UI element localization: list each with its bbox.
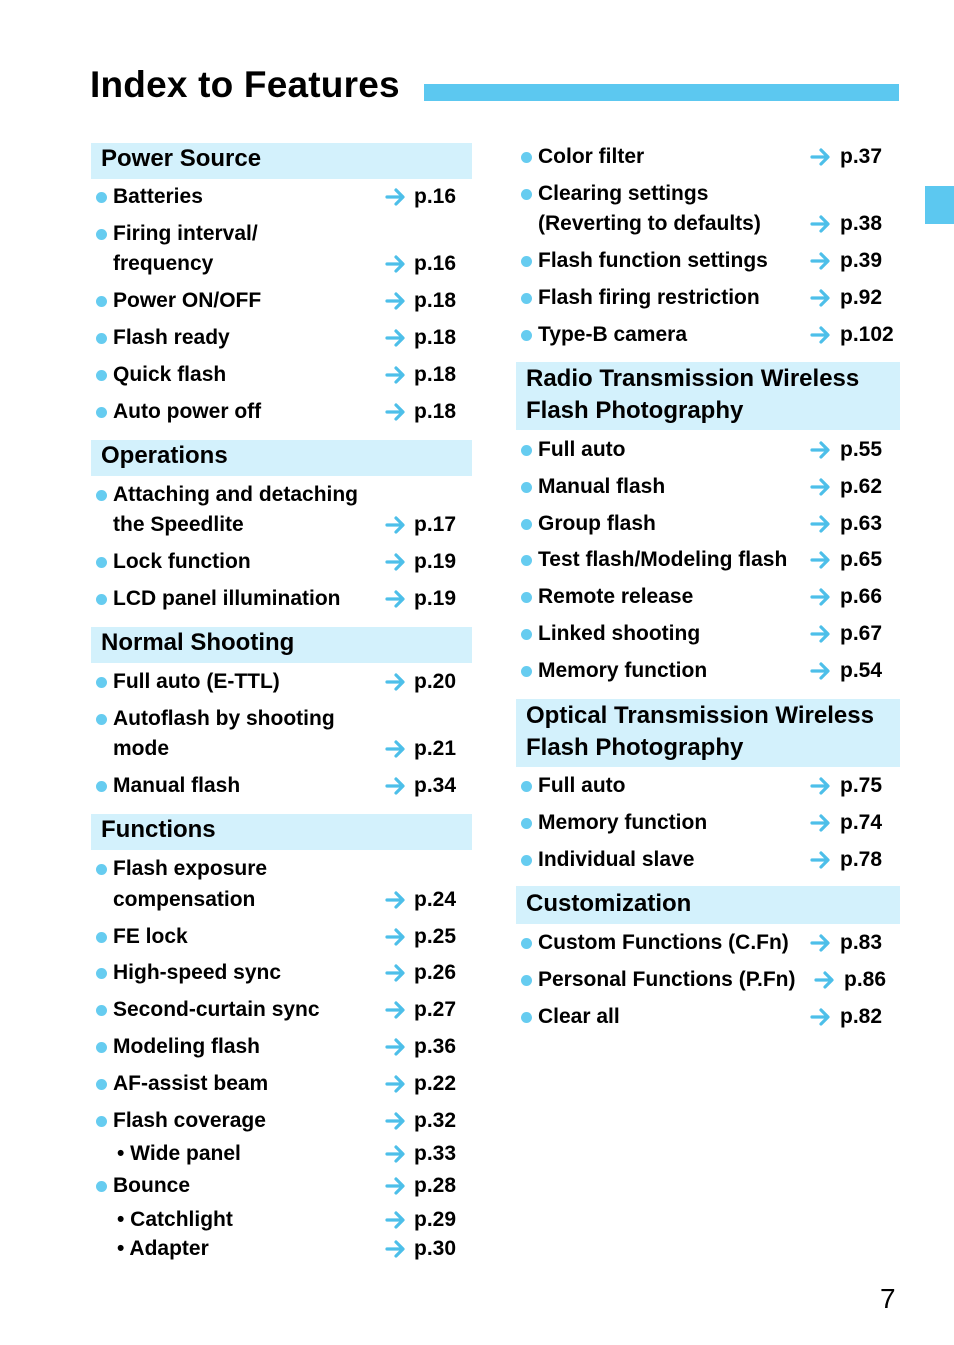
page-reference[interactable]: p.32 <box>414 1109 457 1132</box>
entry-label: AF-assist beam <box>113 1072 269 1095</box>
arrow-right-icon <box>385 771 407 801</box>
page-reference[interactable]: p.37 <box>840 145 883 168</box>
section-header-operations: Operations <box>91 440 472 476</box>
page-reference[interactable]: p.78 <box>840 848 883 871</box>
entry-label: Clearing settings <box>538 182 709 205</box>
arrow-right-icon <box>810 656 832 686</box>
page-reference[interactable]: p.86 <box>844 968 887 991</box>
entry-label: Autoflash by shooting <box>113 707 335 730</box>
section-header-power-source: Power Source <box>91 143 472 179</box>
arrow-right-icon <box>385 1139 407 1169</box>
arrow-right-icon <box>385 922 407 952</box>
arrow-right-icon <box>385 547 407 577</box>
page-reference[interactable]: p.27 <box>414 998 457 1021</box>
section-header-customization: Customization <box>516 886 900 924</box>
entry-label: LCD panel illumination <box>113 587 341 610</box>
entry-label: FE lock <box>113 925 188 948</box>
bullet-icon <box>521 1012 532 1023</box>
bullet-icon <box>521 781 532 792</box>
bullet-icon <box>521 519 532 530</box>
page-reference[interactable]: p.74 <box>840 811 883 834</box>
page-reference[interactable]: p.62 <box>840 475 883 498</box>
entry-label: Memory function <box>538 811 708 834</box>
arrow-right-icon <box>385 286 407 316</box>
bullet-icon <box>521 666 532 677</box>
entry-label: Color filter <box>538 145 645 168</box>
bullet-icon <box>521 293 532 304</box>
entry-label: the Speedlite <box>113 513 244 536</box>
arrow-right-icon <box>385 885 407 915</box>
arrow-right-icon <box>810 928 832 958</box>
entry-label: Full auto <box>538 438 626 461</box>
page-reference[interactable]: p.83 <box>840 931 883 954</box>
page-reference[interactable]: p.55 <box>840 438 883 461</box>
page-reference[interactable]: p.18 <box>414 363 457 386</box>
section-header-radio-wireless <box>516 362 900 430</box>
entry-label: Second-curtain sync <box>113 998 320 1021</box>
arrow-right-icon <box>385 667 407 697</box>
bullet-icon <box>521 938 532 949</box>
page-reference[interactable]: p.75 <box>840 774 883 797</box>
arrow-right-icon <box>810 845 832 875</box>
bullet-icon <box>96 1079 107 1090</box>
page-reference[interactable]: p.54 <box>840 659 883 682</box>
page-title: Index to Features <box>90 64 400 105</box>
section-header-line: Optical Transmission Wireless <box>526 702 874 729</box>
entry-label: (Reverting to defaults) <box>538 212 761 235</box>
bullet-icon <box>96 968 107 979</box>
bullet-icon <box>96 370 107 381</box>
entry-label: Linked shooting <box>538 622 701 645</box>
entry-label: Test flash/Modeling flash <box>538 548 788 571</box>
page-reference[interactable]: p.63 <box>840 512 883 535</box>
arrow-right-icon <box>385 1032 407 1062</box>
bullet-icon <box>96 932 107 943</box>
page-reference[interactable]: p.19 <box>414 587 457 610</box>
bullet-icon <box>96 1042 107 1053</box>
arrow-right-icon <box>385 182 407 212</box>
entry-label: Manual flash <box>113 774 241 797</box>
page-reference[interactable]: p.102 <box>840 323 894 346</box>
section-header-line: Radio Transmission Wireless <box>526 365 860 392</box>
bullet-icon <box>96 557 107 568</box>
entry-label: Lock function <box>113 550 251 573</box>
bullet-icon <box>96 594 107 605</box>
arrow-right-icon <box>385 958 407 988</box>
page-reference[interactable]: p.21 <box>414 737 457 760</box>
arrow-right-icon <box>385 1069 407 1099</box>
arrow-right-icon <box>810 1002 832 1032</box>
entry-label: • Adapter <box>117 1237 209 1260</box>
arrow-right-icon <box>810 209 832 239</box>
entry-label: Custom Functions (C.Fn) <box>538 931 789 954</box>
entry-label: compensation <box>113 888 256 911</box>
bullet-icon <box>96 192 107 203</box>
section-header-line: Flash Photography <box>526 397 744 424</box>
page-reference[interactable]: p.36 <box>414 1035 457 1058</box>
entry-label: Personal Functions (P.Fn) <box>538 968 796 991</box>
page-reference[interactable]: p.82 <box>840 1005 883 1028</box>
entry-label: • Catchlight <box>117 1208 233 1231</box>
arrow-right-icon <box>810 582 832 612</box>
bullet-icon <box>521 975 532 986</box>
entry-label: frequency <box>113 252 214 275</box>
entry-label: Clear all <box>538 1005 620 1028</box>
page-reference[interactable]: p.16 <box>414 185 457 208</box>
page-reference[interactable]: p.17 <box>414 513 457 536</box>
entry-label: Firing interval/ <box>113 222 258 245</box>
entry-label: Individual slave <box>538 848 695 871</box>
page-reference[interactable]: p.33 <box>414 1142 457 1165</box>
bullet-icon <box>96 407 107 418</box>
entry-label: Flash ready <box>113 326 230 349</box>
arrow-right-icon <box>385 249 407 279</box>
page-reference[interactable]: p.66 <box>840 585 883 608</box>
entry-label: Memory function <box>538 659 708 682</box>
arrow-right-icon <box>385 323 407 353</box>
entry-label: Flash exposure <box>113 857 268 880</box>
section-header-optical-wireless <box>516 699 900 767</box>
entry-label: Full auto (E-TTL) <box>113 670 280 693</box>
page-reference[interactable]: p.25 <box>414 925 457 948</box>
page-reference[interactable]: p.18 <box>414 326 457 349</box>
arrow-right-icon <box>810 472 832 502</box>
bullet-icon <box>96 864 107 875</box>
arrow-right-icon <box>385 734 407 764</box>
arrow-right-icon <box>810 320 832 350</box>
bullet-icon <box>96 229 107 240</box>
bullet-icon <box>521 629 532 640</box>
page-reference[interactable]: p.16 <box>414 252 457 275</box>
page-reference[interactable]: p.38 <box>840 212 883 235</box>
bullet-icon <box>521 189 532 200</box>
page-reference[interactable]: p.22 <box>414 1072 457 1095</box>
bullet-icon <box>521 555 532 566</box>
thumb-index-tab <box>925 186 954 224</box>
section-header-normal-shooting: Normal Shooting <box>91 627 472 663</box>
bullet-icon <box>521 482 532 493</box>
page-reference[interactable]: p.19 <box>414 550 457 573</box>
page-reference[interactable]: p.67 <box>840 622 883 645</box>
bullet-icon <box>521 592 532 603</box>
page-reference[interactable]: p.26 <box>414 961 457 984</box>
title-accent-bar <box>424 84 899 101</box>
entry-label: Full auto <box>538 774 626 797</box>
entry-label: Batteries <box>113 185 203 208</box>
entry-label: Group flash <box>538 512 656 535</box>
arrow-right-icon <box>385 510 407 540</box>
page-reference[interactable]: p.30 <box>414 1237 457 1260</box>
arrow-right-icon <box>810 509 832 539</box>
bullet-icon <box>96 490 107 501</box>
page-reference[interactable]: p.39 <box>840 249 883 272</box>
arrow-right-icon <box>810 771 832 801</box>
entry-label: mode <box>113 737 170 760</box>
arrow-right-icon <box>385 1205 407 1235</box>
entry-label: Attaching and detaching <box>113 483 359 506</box>
bullet-icon <box>521 855 532 866</box>
bullet-icon <box>96 296 107 307</box>
arrow-right-icon <box>814 965 836 995</box>
arrow-right-icon <box>385 995 407 1025</box>
section-header-line: Flash Photography <box>526 734 744 761</box>
arrow-right-icon <box>810 142 832 172</box>
entry-label: Flash function settings <box>538 249 768 272</box>
arrow-right-icon <box>385 584 407 614</box>
bullet-icon <box>521 152 532 163</box>
page-reference[interactable]: p.24 <box>414 888 457 911</box>
arrow-right-icon <box>810 545 832 575</box>
page-reference[interactable]: p.34 <box>414 774 457 797</box>
page-reference[interactable]: p.18 <box>414 400 457 423</box>
bullet-icon <box>96 714 107 725</box>
page-number: 7 <box>880 1283 896 1314</box>
arrow-right-icon <box>810 246 832 276</box>
entry-label: • Wide panel <box>117 1142 241 1165</box>
page-reference[interactable]: p.29 <box>414 1208 457 1231</box>
entry-label: Remote release <box>538 585 694 608</box>
bullet-icon <box>96 1005 107 1016</box>
bullet-icon <box>96 1116 107 1127</box>
bullet-icon <box>521 330 532 341</box>
bullet-icon <box>521 445 532 456</box>
bullet-icon <box>96 333 107 344</box>
arrow-right-icon <box>385 1234 407 1264</box>
entry-label: High-speed sync <box>113 961 282 984</box>
bullet-icon <box>96 677 107 688</box>
page-reference[interactable]: p.92 <box>840 286 883 309</box>
entry-label: Modeling flash <box>113 1035 260 1058</box>
arrow-right-icon <box>810 619 832 649</box>
entry-label: Quick flash <box>113 363 227 386</box>
entry-label: Flash firing restriction <box>538 286 760 309</box>
page-reference[interactable]: p.28 <box>414 1174 457 1197</box>
section-header-functions: Functions <box>91 814 472 850</box>
entry-label: Power ON/OFF <box>113 289 262 312</box>
arrow-right-icon <box>810 283 832 313</box>
bullet-icon <box>521 818 532 829</box>
entry-label: Manual flash <box>538 475 666 498</box>
bullet-icon <box>96 781 107 792</box>
arrow-right-icon <box>385 360 407 390</box>
page-reference[interactable]: p.18 <box>414 289 457 312</box>
bullet-icon <box>96 1181 107 1192</box>
entry-label: Type-B camera <box>538 323 688 346</box>
arrow-right-icon <box>385 1171 407 1201</box>
entry-label: Flash coverage <box>113 1109 266 1132</box>
arrow-right-icon <box>385 397 407 427</box>
arrow-right-icon <box>385 1106 407 1136</box>
page-reference[interactable]: p.20 <box>414 670 457 693</box>
arrow-right-icon <box>810 435 832 465</box>
arrow-right-icon <box>810 808 832 838</box>
entry-label: Bounce <box>113 1174 191 1197</box>
entry-label: Auto power off <box>113 400 262 423</box>
bullet-icon <box>521 256 532 267</box>
page-reference[interactable]: p.65 <box>840 548 883 571</box>
